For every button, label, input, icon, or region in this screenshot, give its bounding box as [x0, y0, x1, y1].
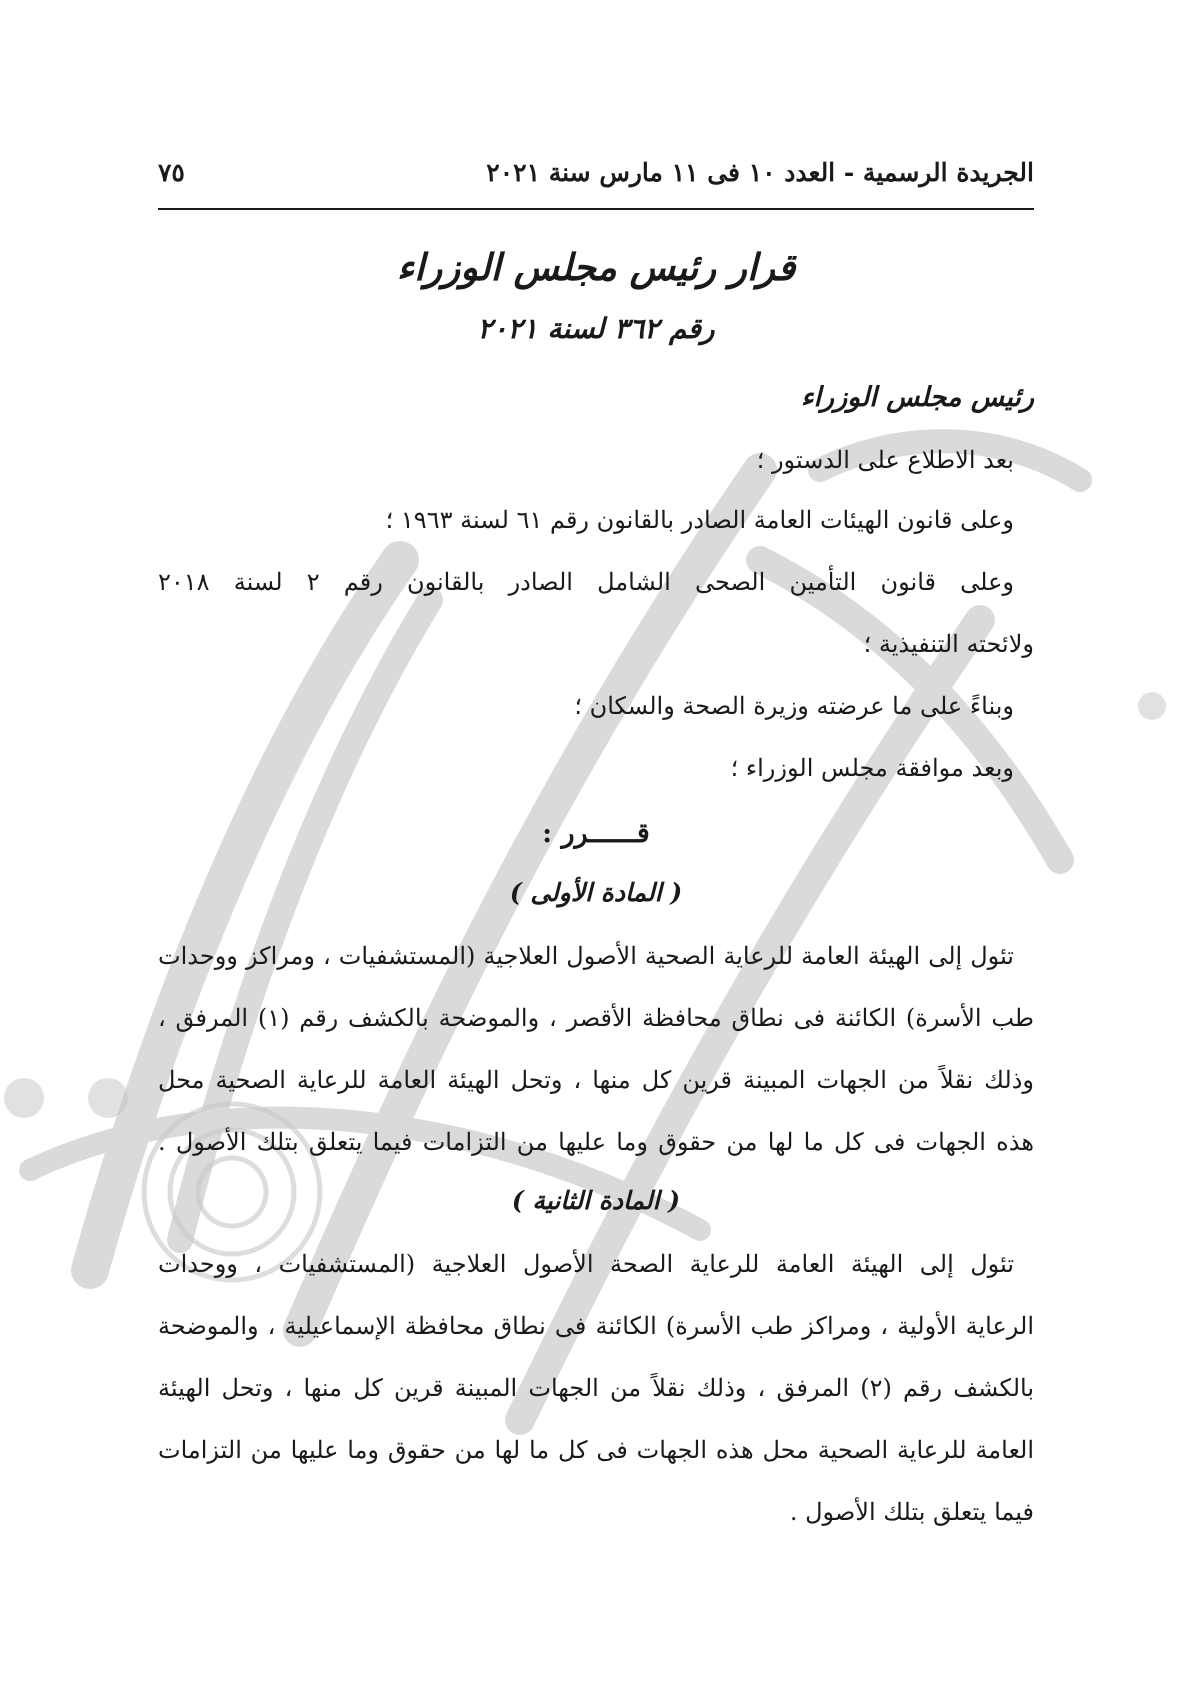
preamble-line: وعلى قانون الهيئات العامة الصادر بالقانون رقم ٦١ لسنة ١٩٦٣ ؛ [385, 506, 1014, 534]
article-2-heading: ( المادة الثانية ) [511, 1186, 681, 1215]
article-2-line: تئول إلى الهيئة العامة للرعاية الصحة الأصول العلاجية (المستشفيات ، ووحدات [158, 1250, 1015, 1278]
article-2-line: العامة للرعاية الصحية محل هذه الجهات فى كل ما لها من حقوق وما عليها من التزامات [158, 1436, 1034, 1464]
article-2-line: بالكشف رقم (٢) المرفق ، وذلك نقلاً من الجهات المبينة قرين كل منها ، وتحل الهيئة [158, 1374, 1034, 1402]
article-1-line: وذلك نقلاً من الجهات المبينة قرين كل منها ، وتحل الهيئة العامة للرعاية الصحية محل [158, 1066, 1034, 1094]
preamble-line: وبعد موافقة مجلس الوزراء ؛ [730, 754, 1014, 782]
decree-issuer: رئيس مجلس الوزراء [800, 382, 1034, 413]
article-1-line: تئول إلى الهيئة العامة للرعاية الصحية الأصول العلاجية (المستشفيات ، ومراكز ووحدات [158, 942, 1014, 970]
article-2-line: فيما يتعلق بتلك الأصول . [789, 1498, 1034, 1526]
article-1-heading: ( المادة الأولى ) [509, 878, 683, 907]
header-divider [158, 208, 1034, 210]
article-1-line: هذه الجهات فى كل ما لها من حقوق وما عليها من التزامات فيما يتعلق بتلك الأصول . [158, 1128, 1034, 1156]
decree-title: قرار رئيس مجلس الوزراء [396, 245, 796, 289]
decided-heading: قــــــرر : [542, 818, 650, 849]
page-number: ٧٥ [158, 157, 185, 187]
preamble-line: وعلى قانون التأمين الصحى الشامل الصادر بالقانون رقم ٢ لسنة ٢٠١٨ [158, 568, 1015, 596]
article-2-line: الرعاية الأولية ، ومراكز طب الأسرة) الكائنة فى نطاق محافظة الإسماعيلية ، والموضحة [158, 1312, 1034, 1340]
preamble-line: بعد الاطلاع على الدستور ؛ [756, 446, 1014, 474]
preamble-line: وبناءً على ما عرضته وزيرة الصحة والسكان ؛ [574, 692, 1014, 720]
page-header [158, 152, 1034, 192]
publication-line: الجريدة الرسمية - العدد ١٠ فى ١١ مارس سنة ٢٠٢١ [486, 157, 1034, 187]
preamble-line: ولائحته التنفيذية ؛ [863, 630, 1034, 658]
decree-number: رقم ٣٦٢ لسنة ٢٠٢١ [477, 312, 715, 345]
article-1-line: طب الأسرة) الكائنة فى نطاق محافظة الأقصر ، والموضحة بالكشف رقم (١) المرفق ، [158, 1004, 1035, 1032]
